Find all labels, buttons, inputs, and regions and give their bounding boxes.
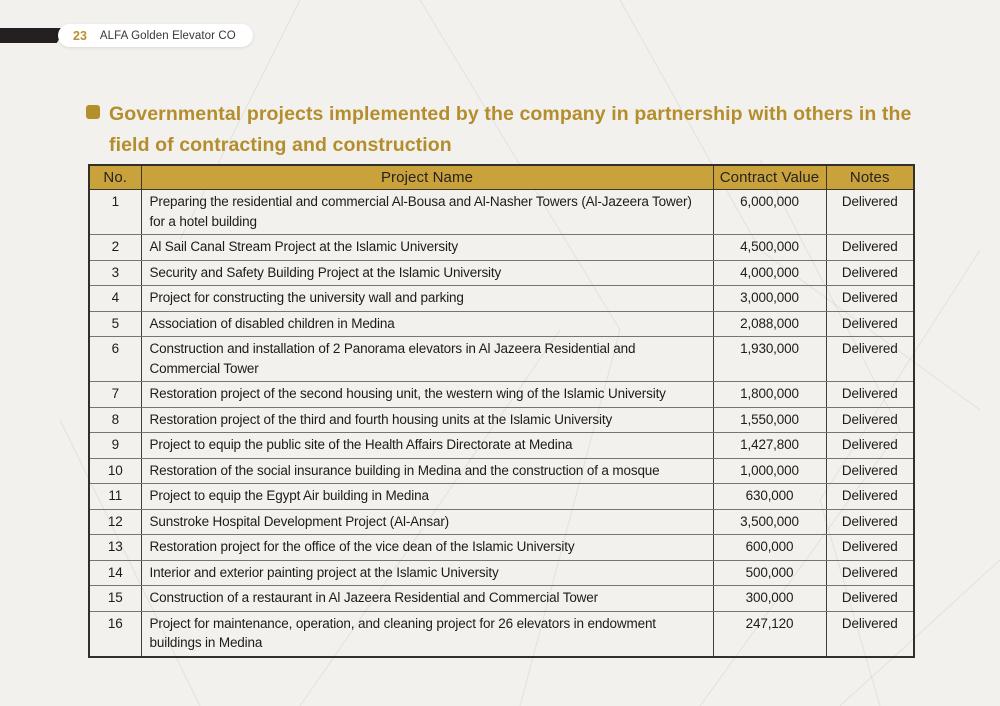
table-row xyxy=(89,260,914,286)
cell-contract-value: 4,500,000 xyxy=(713,235,826,261)
cell-notes: Delivered xyxy=(826,509,914,535)
table-row xyxy=(89,535,914,561)
cell-contract-value: 1,930,000 xyxy=(713,337,826,382)
table-row xyxy=(89,509,914,535)
column-header-project-name: Project Name xyxy=(141,165,713,190)
table-row xyxy=(89,433,914,459)
cell-notes: Delivered xyxy=(826,235,914,261)
table-row xyxy=(89,586,914,612)
cell-notes: Delivered xyxy=(826,586,914,612)
cell-no: 11 xyxy=(89,484,141,510)
cell-project-name: Restoration project of the second housing unit, the western wing of the Islamic University xyxy=(141,382,713,408)
cell-no: 6 xyxy=(89,337,141,382)
cell-no: 12 xyxy=(89,509,141,535)
cell-notes: Delivered xyxy=(826,611,914,657)
cell-contract-value: 4,000,000 xyxy=(713,260,826,286)
cell-project-name: Construction of a restaurant in Al Jazeera Residential and Commercial Tower xyxy=(141,586,713,612)
page-header-badge xyxy=(58,24,253,47)
table-row xyxy=(89,560,914,586)
cell-notes: Delivered xyxy=(826,407,914,433)
cell-no: 8 xyxy=(89,407,141,433)
section-title-block xyxy=(86,99,931,161)
cell-contract-value: 1,000,000 xyxy=(713,458,826,484)
cell-project-name: Preparing the residential and commercial Al-Bousa and Al-Nasher Towers (Al-Jazeera Tower) for a hotel building xyxy=(141,190,713,235)
table-body xyxy=(89,190,914,657)
cell-no: 14 xyxy=(89,560,141,586)
table-row xyxy=(89,611,914,657)
cell-project-name: Project for constructing the university wall and parking xyxy=(141,286,713,312)
table-row xyxy=(89,382,914,408)
cell-no: 7 xyxy=(89,382,141,408)
company-name: ALFA Golden Elevator CO xyxy=(99,29,236,42)
cell-project-name: Interior and exterior painting project at the Islamic University xyxy=(141,560,713,586)
cell-project-name: Association of disabled children in Medina xyxy=(141,311,713,337)
cell-notes: Delivered xyxy=(826,484,914,510)
section-title-line1: Governmental projects implemented by the company in partnership with others in the xyxy=(109,103,912,125)
cell-no: 16 xyxy=(89,611,141,657)
cell-project-name: Construction and installation of 2 Panorama elevators in Al Jazeera Residential and Commercial Tower xyxy=(141,337,713,382)
column-header-notes: Notes xyxy=(826,165,914,190)
column-header-contract-value: Contract Value xyxy=(713,165,826,190)
cell-contract-value: 600,000 xyxy=(713,535,826,561)
cell-contract-value: 500,000 xyxy=(713,560,826,586)
cell-notes: Delivered xyxy=(826,311,914,337)
cell-contract-value: 300,000 xyxy=(713,586,826,612)
table-row xyxy=(89,458,914,484)
cell-notes: Delivered xyxy=(826,458,914,484)
cell-notes: Delivered xyxy=(826,433,914,459)
cell-contract-value: 1,800,000 xyxy=(713,382,826,408)
cell-contract-value: 1,427,800 xyxy=(713,433,826,459)
section-title xyxy=(109,99,911,161)
cell-no: 9 xyxy=(89,433,141,459)
cell-notes: Delivered xyxy=(826,382,914,408)
cell-contract-value: 2,088,000 xyxy=(713,311,826,337)
cell-project-name: Project to equip the Egypt Air building in Medina xyxy=(141,484,713,510)
cell-contract-value: 3,000,000 xyxy=(713,286,826,312)
cell-project-name: Security and Safety Building Project at the Islamic University xyxy=(141,260,713,286)
cell-project-name: Project to equip the public site of the Health Affairs Directorate at Medina xyxy=(141,433,713,459)
cell-contract-value: 247,120 xyxy=(713,611,826,657)
cell-no: 15 xyxy=(89,586,141,612)
cell-contract-value: 630,000 xyxy=(713,484,826,510)
cell-notes: Delivered xyxy=(826,286,914,312)
cell-no: 4 xyxy=(89,286,141,312)
table-row xyxy=(89,190,914,235)
cell-notes: Delivered xyxy=(826,535,914,561)
table-header-row xyxy=(89,165,914,190)
cell-project-name: Sunstroke Hospital Development Project (Al-Ansar) xyxy=(141,509,713,535)
column-header-no: No. xyxy=(89,165,141,190)
cell-no: 3 xyxy=(89,260,141,286)
cell-project-name: Restoration project for the office of the vice dean of the Islamic University xyxy=(141,535,713,561)
cell-notes: Delivered xyxy=(826,337,914,382)
projects-table xyxy=(88,164,915,658)
bullet-square-icon xyxy=(86,105,100,119)
cell-no: 10 xyxy=(89,458,141,484)
cell-contract-value: 3,500,000 xyxy=(713,509,826,535)
table-row xyxy=(89,286,914,312)
cell-no: 2 xyxy=(89,235,141,261)
table-row xyxy=(89,311,914,337)
cell-contract-value: 1,550,000 xyxy=(713,407,826,433)
cell-no: 13 xyxy=(89,535,141,561)
cell-contract-value: 6,000,000 xyxy=(713,190,826,235)
table-row xyxy=(89,337,914,382)
page-number: 23 xyxy=(73,28,87,43)
table-row xyxy=(89,484,914,510)
cell-no: 5 xyxy=(89,311,141,337)
cell-notes: Delivered xyxy=(826,560,914,586)
cell-project-name: Restoration of the social insurance building in Medina and the construction of a mosque xyxy=(141,458,713,484)
cell-project-name: Project for maintenance, operation, and cleaning project for 26 elevators in endowment buildings in Medina xyxy=(141,611,713,657)
cell-no: 1 xyxy=(89,190,141,235)
cell-project-name: Restoration project of the third and fourth housing units at the Islamic University xyxy=(141,407,713,433)
table-row xyxy=(89,235,914,261)
section-title-line2: field of contracting and construction xyxy=(109,134,452,156)
table-row xyxy=(89,407,914,433)
cell-notes: Delivered xyxy=(826,190,914,235)
corner-accent-bar xyxy=(0,28,66,43)
cell-project-name: Al Sail Canal Stream Project at the Islamic University xyxy=(141,235,713,261)
cell-notes: Delivered xyxy=(826,260,914,286)
